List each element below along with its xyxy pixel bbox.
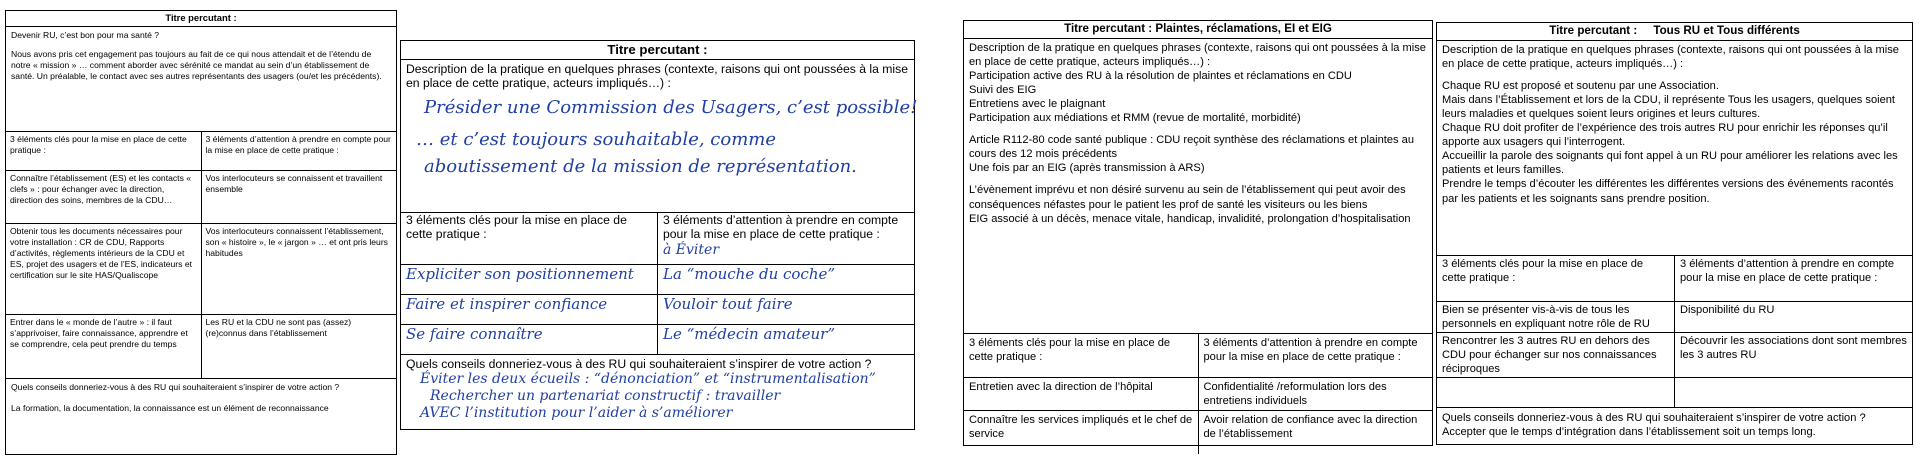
attention-element-cell: Disponibilité du RU	[1675, 301, 1913, 332]
key-element-cell: Connaître les services impliqués et le chef de service	[964, 410, 1198, 454]
elements-table	[964, 333, 1432, 455]
key-element-cell: Expliciter son positionnement	[401, 264, 658, 294]
description-line: Mais dans l’Établissement et lors de la CDU, il représente Tous les usagers, quelques soient leurs maladies et quelques soient leurs origines et leurs cultures.	[1442, 93, 1896, 121]
key-elements-header: 3 éléments clés pour la mise en place de cette pratique :	[964, 333, 1198, 377]
attention-elements-header: 3 éléments d’attention à prendre en compte pour la mise en place de cette pratique :	[1198, 333, 1432, 377]
form-title: Titre percutant : Tous RU et Tous différents	[1437, 23, 1912, 41]
handwritten-line: aboutissement de la mission de représentation.	[424, 156, 857, 178]
attention-element-cell: La “mouche du coche”	[658, 264, 915, 294]
description-line: Entretiens avec le plaignant	[969, 98, 1106, 111]
attention-element-cell: Découvrir les associations dont sont membres les 3 autres RU	[1675, 332, 1913, 377]
form-description	[964, 39, 1432, 333]
form-description	[1437, 41, 1912, 255]
key-element-cell: Se faire connaître	[401, 324, 658, 354]
handwritten-line: Éviter les deux écueils : “dénonciation” et “instrumentalisation”	[420, 371, 876, 388]
description-prompt: Description de la pratique en quelques phrases (contexte, raisons qui ont poussées à la mise en place de cette pratique, acteurs impliqués…) :	[406, 61, 909, 91]
description-line: EIG associé à un décès, menace vitale, handicap, invalidité, prolongation d’hospitalisation	[969, 212, 1411, 225]
key-element-cell: Connaître l’établissement (ES) et les contacts « clefs » : pour échanger avec la direction, direction des soins, membres de la CDU…	[6, 171, 201, 224]
description-prompt: Description de la pratique en quelques phrases (contexte, raisons qui ont poussées à la mise en place de cette pratique, acteurs impliqués…) :	[1442, 43, 1899, 70]
key-element-cell: Entrer dans le « monde de l’autre » : il faut s’apprivoiser, faire connaissance, apprendre et se comprendre, cela peut prendre du temps	[6, 315, 201, 379]
key-element-cell: Faire et inspirer confiance	[401, 294, 658, 324]
key-element-cell: Entretien avec la direction de l’hôpital	[964, 377, 1198, 410]
advice-section	[401, 355, 914, 424]
description-line: Participation aux médiations et RMM (revue de mortalité, morbidité)	[969, 112, 1301, 125]
practice-form-3	[963, 20, 1433, 446]
description-line: Chaque RU doit profiter de l’expérience des trois autres RU pour enrichir les réponses qu’il apporte aux usagers qui l’interrogent.	[1442, 122, 1888, 149]
handwritten-line: Présider une Commission des Usagers, c’est possible!	[424, 97, 918, 119]
attention-element-cell: Vos interlocuteurs connaissent l’établissement, son « histoire », le « jargon » … et ont pris leurs habitudes	[201, 224, 396, 315]
form-description	[6, 27, 396, 131]
attention-element-cell: Le “médecin amateur”	[658, 324, 915, 354]
description-line: Une fois par an EIG (après transmission à ARS)	[969, 162, 1205, 175]
description-line: Prendre le temps d’écouter les différentes les différentes versions des événements racontés par les patients et les soignants sans prendre position.	[1442, 178, 1894, 205]
description-line: Participation active des RU à la résolution de plaintes et réclamations en CDU	[969, 69, 1352, 82]
description-line: Suivi des EIG	[969, 83, 1037, 96]
description-line: Accueillir la parole des soignants qui font appel à un RU pour améliorer les relations avec les patients et leurs familles.	[1442, 150, 1898, 177]
attention-elements-header: 3 éléments d’attention à prendre en compte pour la mise en place de cette pratique :	[201, 132, 396, 171]
advice-question: Quels conseils donneriez-vous à des RU qui souhaiteraient s’inspirer de votre action ?	[1442, 412, 1866, 425]
description-prompt: Description de la pratique en quelques phrases (contexte, raisons qui ont poussées à la mise en place de cette pratique, acteurs impliqués…) :	[969, 41, 1426, 68]
practice-form-2	[400, 40, 918, 430]
description-line: Chaque RU est proposé et soutenu par une Association.	[1442, 79, 1719, 92]
key-elements-header: 3 éléments clés pour la mise en place de cette pratique :	[401, 212, 658, 264]
form-title: Titre percutant : Plaintes, réclamations, EI et EIG	[964, 21, 1432, 39]
handwritten-line: … et c’est toujours souhaitable, comme	[416, 128, 777, 150]
form-title: Titre percutant :	[6, 11, 396, 27]
handwritten-line: Rechercher un partenariat constructif : travailler	[430, 388, 781, 405]
advice-question: Quels conseils donneriez-vous à des RU qui souhaiteraient s’inspirer de votre action ?	[11, 382, 340, 393]
handwritten-note: à Éviter	[663, 242, 720, 259]
key-elements-header: 3 éléments clés pour la mise en place de cette pratique :	[6, 132, 201, 171]
handwritten-line: AVEC l’institution pour l’aider à s’améliorer	[420, 405, 733, 422]
advice-answer: Accepter que le temps d’intégration dans l’établissement soit un temps long.	[1442, 426, 1816, 439]
key-element-cell: Bien se présenter vis-à-vis de tous les personnels en expliquant notre rôle de RU	[1437, 301, 1675, 332]
description-line: L’évènement imprévu et non désiré survenu au sein de l’établissement qui peut avoir des conséquences néfastes pour le patient les prof de santé les visiteurs ou les biens	[969, 184, 1406, 211]
attention-element-cell	[1675, 378, 1913, 408]
key-element-cell: Rencontrer les 3 autres RU en dehors des CDU pour échanger sur nos connaissances réciproques	[1437, 332, 1675, 377]
form-description	[401, 60, 918, 212]
attention-element-cell: Vos interlocuteurs se connaissent et travaillent ensemble	[201, 171, 396, 224]
form-title: Titre percutant :	[401, 41, 914, 60]
advice-section	[1437, 408, 1912, 442]
attention-elements-label: 3 éléments d’attention à prendre en compte pour la mise en place de cette pratique :	[663, 212, 899, 242]
practice-form-4	[1436, 22, 1913, 445]
key-element-cell	[1437, 378, 1675, 408]
advice-answer: La formation, la documentation, la connaissance est un élément de reconnaissance	[11, 403, 329, 414]
elements-table	[6, 131, 396, 379]
key-elements-header: 3 éléments clés pour la mise en place de cette pratique :	[1437, 255, 1675, 301]
advice-question: Quels conseils donneriez-vous à des RU qui souhaiteraient s’inspirer de votre action ?	[406, 356, 872, 371]
description-line: Nous avons pris cet engagement pas toujours au fait de ce qui nous attendait et de l’étendu de notre « mission » … comment aborder avec sérénité ce mandat au sein d’un établissement de santé. Un préalable, le contact avec ses autres représentants des usagers (ou/et les précédents).	[11, 49, 382, 82]
attention-element-cell: Avoir relation de confiance avec la direction de l’établissement	[1198, 410, 1432, 454]
description-line: Article R112-80 code santé publique : CDU reçoit synthèse des réclamations et plaintes au cours des 12 mois précédents	[969, 134, 1415, 161]
practice-form-1	[5, 10, 397, 455]
attention-elements-header: 3 éléments d’attention à prendre en compte pour la mise en place de cette pratique :	[1675, 255, 1913, 301]
attention-element-cell: Confidentialité /reformulation lors des entretiens individuels	[1198, 377, 1432, 410]
elements-table	[1437, 255, 1912, 408]
elements-table	[401, 212, 914, 355]
key-element-cell: Obtenir tous les documents nécessaires pour votre installation : CR de CDU, Rapports d’activités, règlements intérieurs de la CDU et ES, projet des usagers et de l’ES, indicateurs et certification sur le site HAS/Qualiscope	[6, 224, 201, 315]
advice-section	[6, 379, 396, 417]
attention-elements-header	[658, 212, 915, 264]
attention-element-cell: Vouloir tout faire	[658, 294, 915, 324]
description-line: Devenir RU, c’est bon pour ma santé ?	[11, 30, 160, 41]
attention-element-cell: Les RU et la CDU ne sont pas (assez) (re)connus dans l’établissement	[201, 315, 396, 379]
